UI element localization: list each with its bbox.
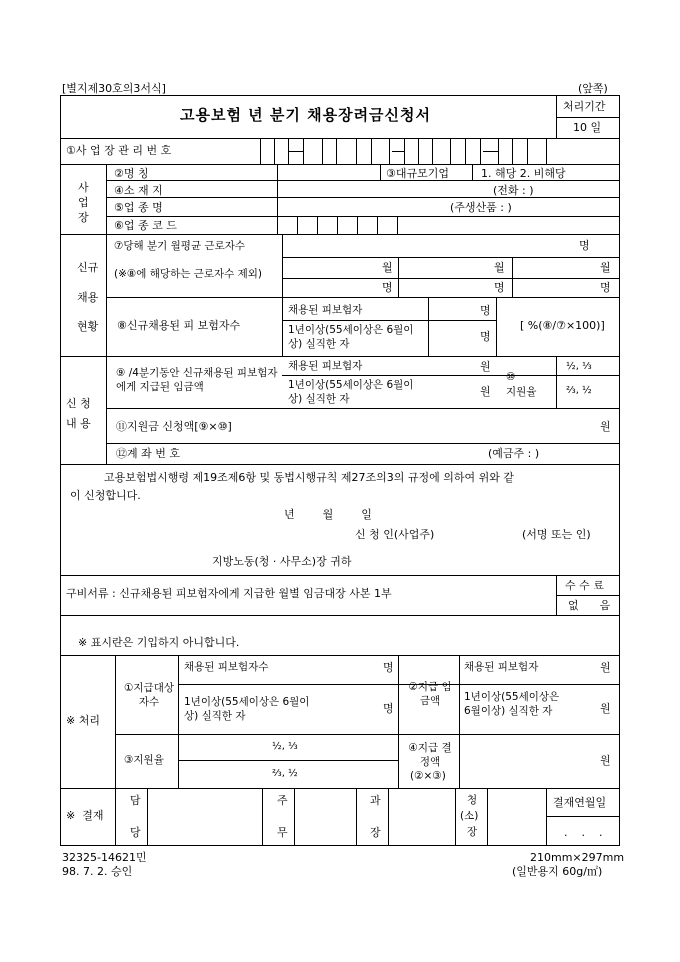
avg-workers-label: ⑦당해 분기 월평균 근로자수 [114,240,245,252]
month3-workers-unit: 명 [600,281,611,294]
account-holder-field: (예금주 : ) [488,447,540,460]
avg-workers-total-unit: 명 [579,239,590,252]
hire-ratio: [ %(⑧/⑦×100)] [520,319,605,332]
support-amount-unit: 원 [600,420,611,433]
phone-field: (전화 : ) [493,184,534,197]
approval-staff-2: 당 [130,826,141,839]
support-amount-label: ⑪지원금 신청액[⑨×⑩] [116,420,232,433]
proc-rate-a: ½, ⅓ [272,741,298,752]
apply-group-label-2: 내 용 [66,417,91,430]
wages-over1yr-label: 1년이상(55세이상은 6월이상) 실직한 자 [288,379,414,405]
newhire-group-label-2: 채용 [77,291,99,304]
applicant-label: 신 청 인(사업주) [355,528,435,541]
proc-over1yr-label: 1년이상(55세이상은 6월이상) 실직한 자 [184,696,310,722]
proc-hired-count-label: 채용된 피보험자수 [184,661,269,673]
wages-hired-unit: 원 [480,360,491,373]
approval-chief-2: 장 [370,826,381,839]
payment-target-label: ①지급대상자수 [124,682,174,708]
addressee: 지방노동(청 · 사무소)장 귀하 [212,555,352,568]
processing-period-value: 10 일 [573,121,602,134]
apply-group-label-1: 신 청 [66,397,91,410]
proc-hired-count-unit: 명 [383,661,394,674]
month2-workers-unit: 명 [494,281,505,294]
proc-over1yr-wage-label: 1년이상(55세이상은 6월이상) 실직한 자 [464,691,560,717]
approval-date-label: 결재연월일 [553,796,607,809]
approval-manager-1: 주 [277,794,288,807]
approval-head-1: 청 [467,794,478,806]
approval-head-3: 장 [467,826,478,838]
required-documents: 구비서류 : 신규채용된 피보험자에게 지급한 월별 임금대장 사본 1부 [66,587,392,600]
processing-period-label: 처리기간 [563,100,606,113]
hired-insured-label: 채용된 피보험자 [288,304,363,316]
address-label: ④소 재 지 [114,184,163,197]
page-title: 고용보험 년 분기 채용장려금신청서 [180,106,432,124]
month1-unit: 월 [382,261,393,274]
approval-label: ※ 결재 [66,809,104,822]
account-number-label: ⑫계 좌 번 호 [116,447,180,460]
approval-date-note: 98. 7. 2. 승인 [62,865,133,878]
wages-hired-label: 채용된 피보험자 [288,360,363,372]
paid-wage-label: ②지급 임금액 [408,681,452,707]
proc-rate-b: ⅔, ½ [272,768,298,779]
support-rate-label: ⑩ 지원율 [506,371,537,398]
proc-hired-wage-label: 채용된 피보험자 [464,661,539,673]
over1yr-unemployed-unit: 명 [480,330,491,343]
approval-chief-1: 과 [370,794,381,807]
paper-type: (일반용지 60g/㎡) [512,865,603,878]
processing-section-label: ※ 처리 [66,714,100,727]
form-number: [별지제30호의3서식] [62,82,166,95]
newhire-group-label-3: 현황 [77,320,99,333]
workplace-group-label: 사 업 장 [78,181,89,224]
decided-amount-label: ④지급 결정액 [408,742,452,768]
business-number-label: ①사 업 장 관 리 번 호 [66,144,172,157]
approval-date-value: . . . [564,826,603,839]
month2-unit: 월 [494,261,505,274]
proc-over1yr-unit: 명 [383,702,394,715]
industry-code-label: ⑥업 종 코 드 [114,219,177,232]
large-company-options: 1. 해당 2. 비해당 [481,167,566,180]
avg-workers-note: (※⑧에 해당하는 근로자수 제외) [114,268,262,280]
approval-manager-2: 무 [277,826,288,839]
approval-staff-1: 담 [130,794,141,807]
page-side: (앞쪽) [578,82,608,95]
month1-workers-unit: 명 [382,281,393,294]
support-rate-b: ⅔, ½ [566,385,592,396]
fee-label: 수 수 료 [565,579,604,592]
wages-paid-label: ⑨ /4분기동안 신규채용된 피보험자에게 지급된 임금액 [116,367,278,393]
declaration-date: 년 월 일 [284,508,372,521]
filling-note: ※ 표시란은 기입하지 아니합니다. [78,636,240,649]
over1yr-unemployed-label: 1년이상(55세이상은 6월이상) 실직한 자 [288,324,414,350]
declaration-text-2: 이 신청합니다. [70,489,141,502]
form-code: 32325-14621민 [62,851,147,864]
sign-or-seal: (서명 또는 인) [522,528,591,541]
support-rate-a: ½, ⅓ [566,361,592,372]
proc-hired-wage-unit: 원 [600,661,611,674]
fee-value: 없 음 [568,599,611,612]
newhire-group-label-1: 신규 [77,261,99,274]
company-name-label: ②명 칭 [114,167,149,180]
month3-unit: 월 [600,261,611,274]
decided-amount-formula: (②×③) [410,770,446,782]
decided-amount-unit: 원 [600,754,611,767]
proc-over1yr-wage-unit: 원 [600,702,611,715]
wages-over1yr-unit: 원 [480,385,491,398]
declaration-text-1: 고용보험법시행령 제19조제6항 및 동법시행규칙 제27조의3의 규정에 의하여 위와 같 [104,471,514,484]
industry-name-label: ⑤업 종 명 [114,201,163,214]
proc-rate-label: ③지원율 [124,754,164,766]
main-product-field: (주생산품 : ) [450,201,512,214]
large-company-label: ③대규모기업 [386,167,449,180]
new-insured-label: ⑧신규채용된 피 보험자수 [117,319,241,332]
hired-insured-unit: 명 [480,304,491,317]
paper-size: 210mm×297mm [530,851,625,864]
approval-head-2: (소) [460,810,479,822]
